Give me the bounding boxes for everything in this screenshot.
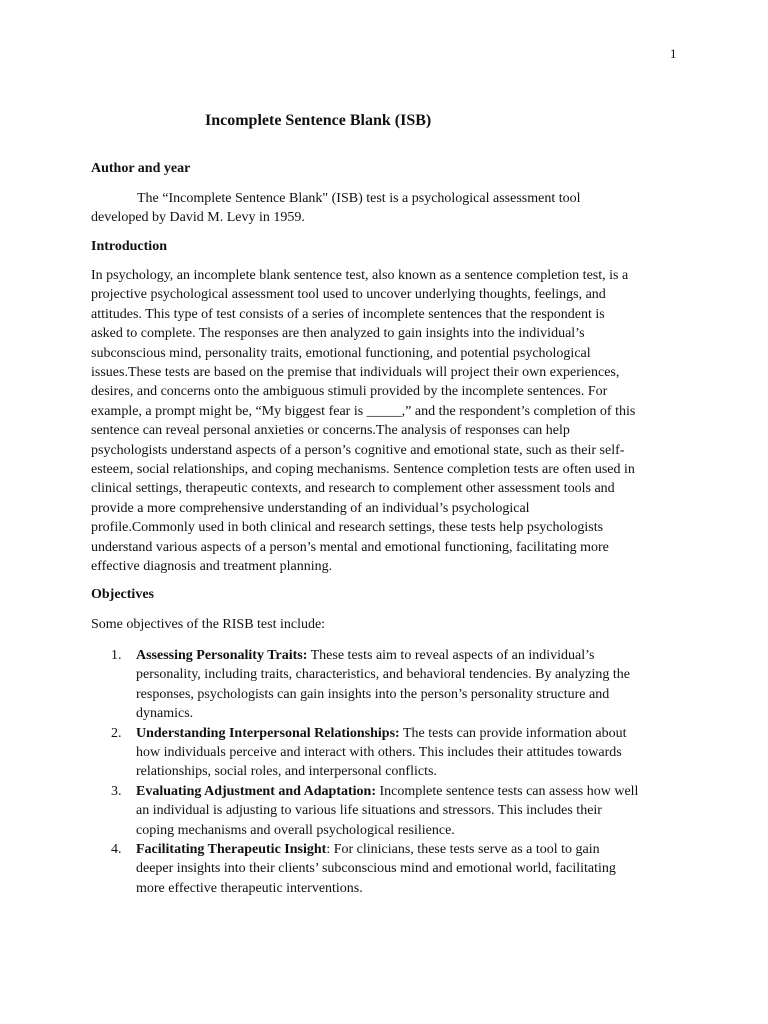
heading-objectives: Objectives	[91, 587, 154, 602]
list-item-text: The tests can provide information about	[399, 725, 627, 741]
paragraph-line: profile.Commonly used in both clinical and research settings, these tests help psychologists	[91, 520, 604, 536]
heading-author-and-year: Author and year	[91, 161, 191, 176]
paragraph-line: psychologists understand aspects of a person’s cognitive and emotional state, such as their self-	[91, 442, 625, 458]
list-item-first-line	[136, 840, 691, 859]
introduction-paragraph	[91, 266, 681, 577]
author-paragraph	[91, 189, 681, 228]
list-item-body	[136, 724, 691, 782]
list-item-number: 2.	[111, 725, 122, 741]
list-item-line: responses, psychologists can gain insights into the person’s personality structure and	[136, 686, 610, 702]
list-item-first-line	[136, 782, 691, 801]
paragraph-line: understand various aspects of a person’s mental and emotional functioning, facilitating more	[91, 539, 609, 555]
document-title: Incomplete Sentence Blank (ISB)	[205, 112, 432, 129]
list-item-number: 3.	[111, 783, 122, 799]
paragraph-line: effective diagnosis and treatment planning.	[91, 559, 333, 575]
list-item	[91, 782, 691, 840]
paragraph-line: esteem, social relationships, and coping mechanisms. Sentence completion tests are often used in	[91, 462, 635, 478]
heading-introduction: Introduction	[91, 239, 167, 254]
paragraph-line: issues.These tests are based on the premise that individuals will project their own experiences,	[91, 365, 620, 381]
list-item-line: personality, including traits, characteristics, and behavioral tendencies. By analyzing the	[136, 667, 630, 683]
paragraph-line: example, a prompt might be, “My biggest fear is _____,” and the respondent’s completion of this	[91, 403, 636, 419]
list-item	[91, 646, 691, 724]
list-item-body	[136, 782, 691, 840]
list-item-text: : For clinicians, these tests serve as a tool to gain	[326, 842, 600, 858]
list-item-line: coping mechanisms and overall psychological resilience.	[136, 822, 455, 838]
paragraph-line: developed by David M. Levy in 1959.	[91, 210, 305, 226]
list-item-lead: Assessing Personality Traits:	[136, 648, 308, 663]
list-item-text: Incomplete sentence tests can assess how well	[376, 783, 639, 799]
list-item-line: an individual is adjusting to various life situations and stressors. This includes their	[136, 803, 602, 819]
paragraph-line: asked to complete. The responses are then analyzed to gain insights into the individual’s	[91, 326, 585, 342]
paragraph-line: clinical settings, therapeutic contexts, and research to complement other assessment tools and	[91, 481, 615, 497]
objectives-list	[91, 646, 691, 898]
list-item-body	[136, 840, 691, 898]
paragraph-line: sentence can reveal personal anxieties or concerns.The analysis of responses can help	[91, 423, 570, 439]
paragraph-line: projective psychological assessment tool used to uncover underlying thoughts, feelings, and	[91, 287, 606, 303]
list-item-text: These tests aim to reveal aspects of an individual’s	[307, 648, 595, 663]
paragraph-line: desires, and concerns onto the ambiguous stimuli provided by the incomplete sentences. For	[91, 384, 608, 400]
list-item-number: 4.	[111, 842, 122, 858]
list-item-line: relationships, social roles, and interpersonal conflicts.	[136, 764, 437, 780]
paragraph-line: The “Incomplete Sentence Blank" (ISB) test is a psychological assessment tool	[137, 191, 581, 206]
list-item-first-line	[136, 646, 691, 665]
list-item-number: 1.	[111, 648, 122, 663]
list-item-first-line	[136, 724, 691, 743]
paragraph-line: In psychology, an incomplete blank sentence test, also known as a sentence completion test, is a	[91, 268, 629, 283]
list-item-line: more effective therapeutic interventions.	[136, 880, 363, 896]
paragraph-line: subconscious mind, personality traits, emotional functioning, and potential psychological	[91, 345, 591, 361]
list-item-lead: Evaluating Adjustment and Adaptation:	[136, 783, 377, 799]
list-item	[91, 840, 691, 898]
list-item-line: dynamics.	[136, 706, 194, 722]
paragraph-line: attitudes. This type of test consists of a series of incomplete sentences that the respondent is	[91, 306, 605, 322]
page-number: 1	[670, 46, 677, 61]
list-item	[91, 724, 691, 782]
paragraph-line: provide a more comprehensive understanding of an individual’s psychological	[91, 500, 530, 516]
list-item-lead: Understanding Interpersonal Relationships:	[136, 725, 400, 741]
list-item-body	[136, 646, 691, 724]
list-item-line: deeper insights into their clients’ subconscious mind and emotional world, facilitating	[136, 861, 616, 877]
list-item-lead: Facilitating Therapeutic Insight	[136, 842, 327, 858]
list-item-line: how individuals perceive and interact with others. This includes their attitudes towards	[136, 745, 622, 761]
objectives-intro: Some objectives of the RISB test include:	[91, 617, 326, 632]
